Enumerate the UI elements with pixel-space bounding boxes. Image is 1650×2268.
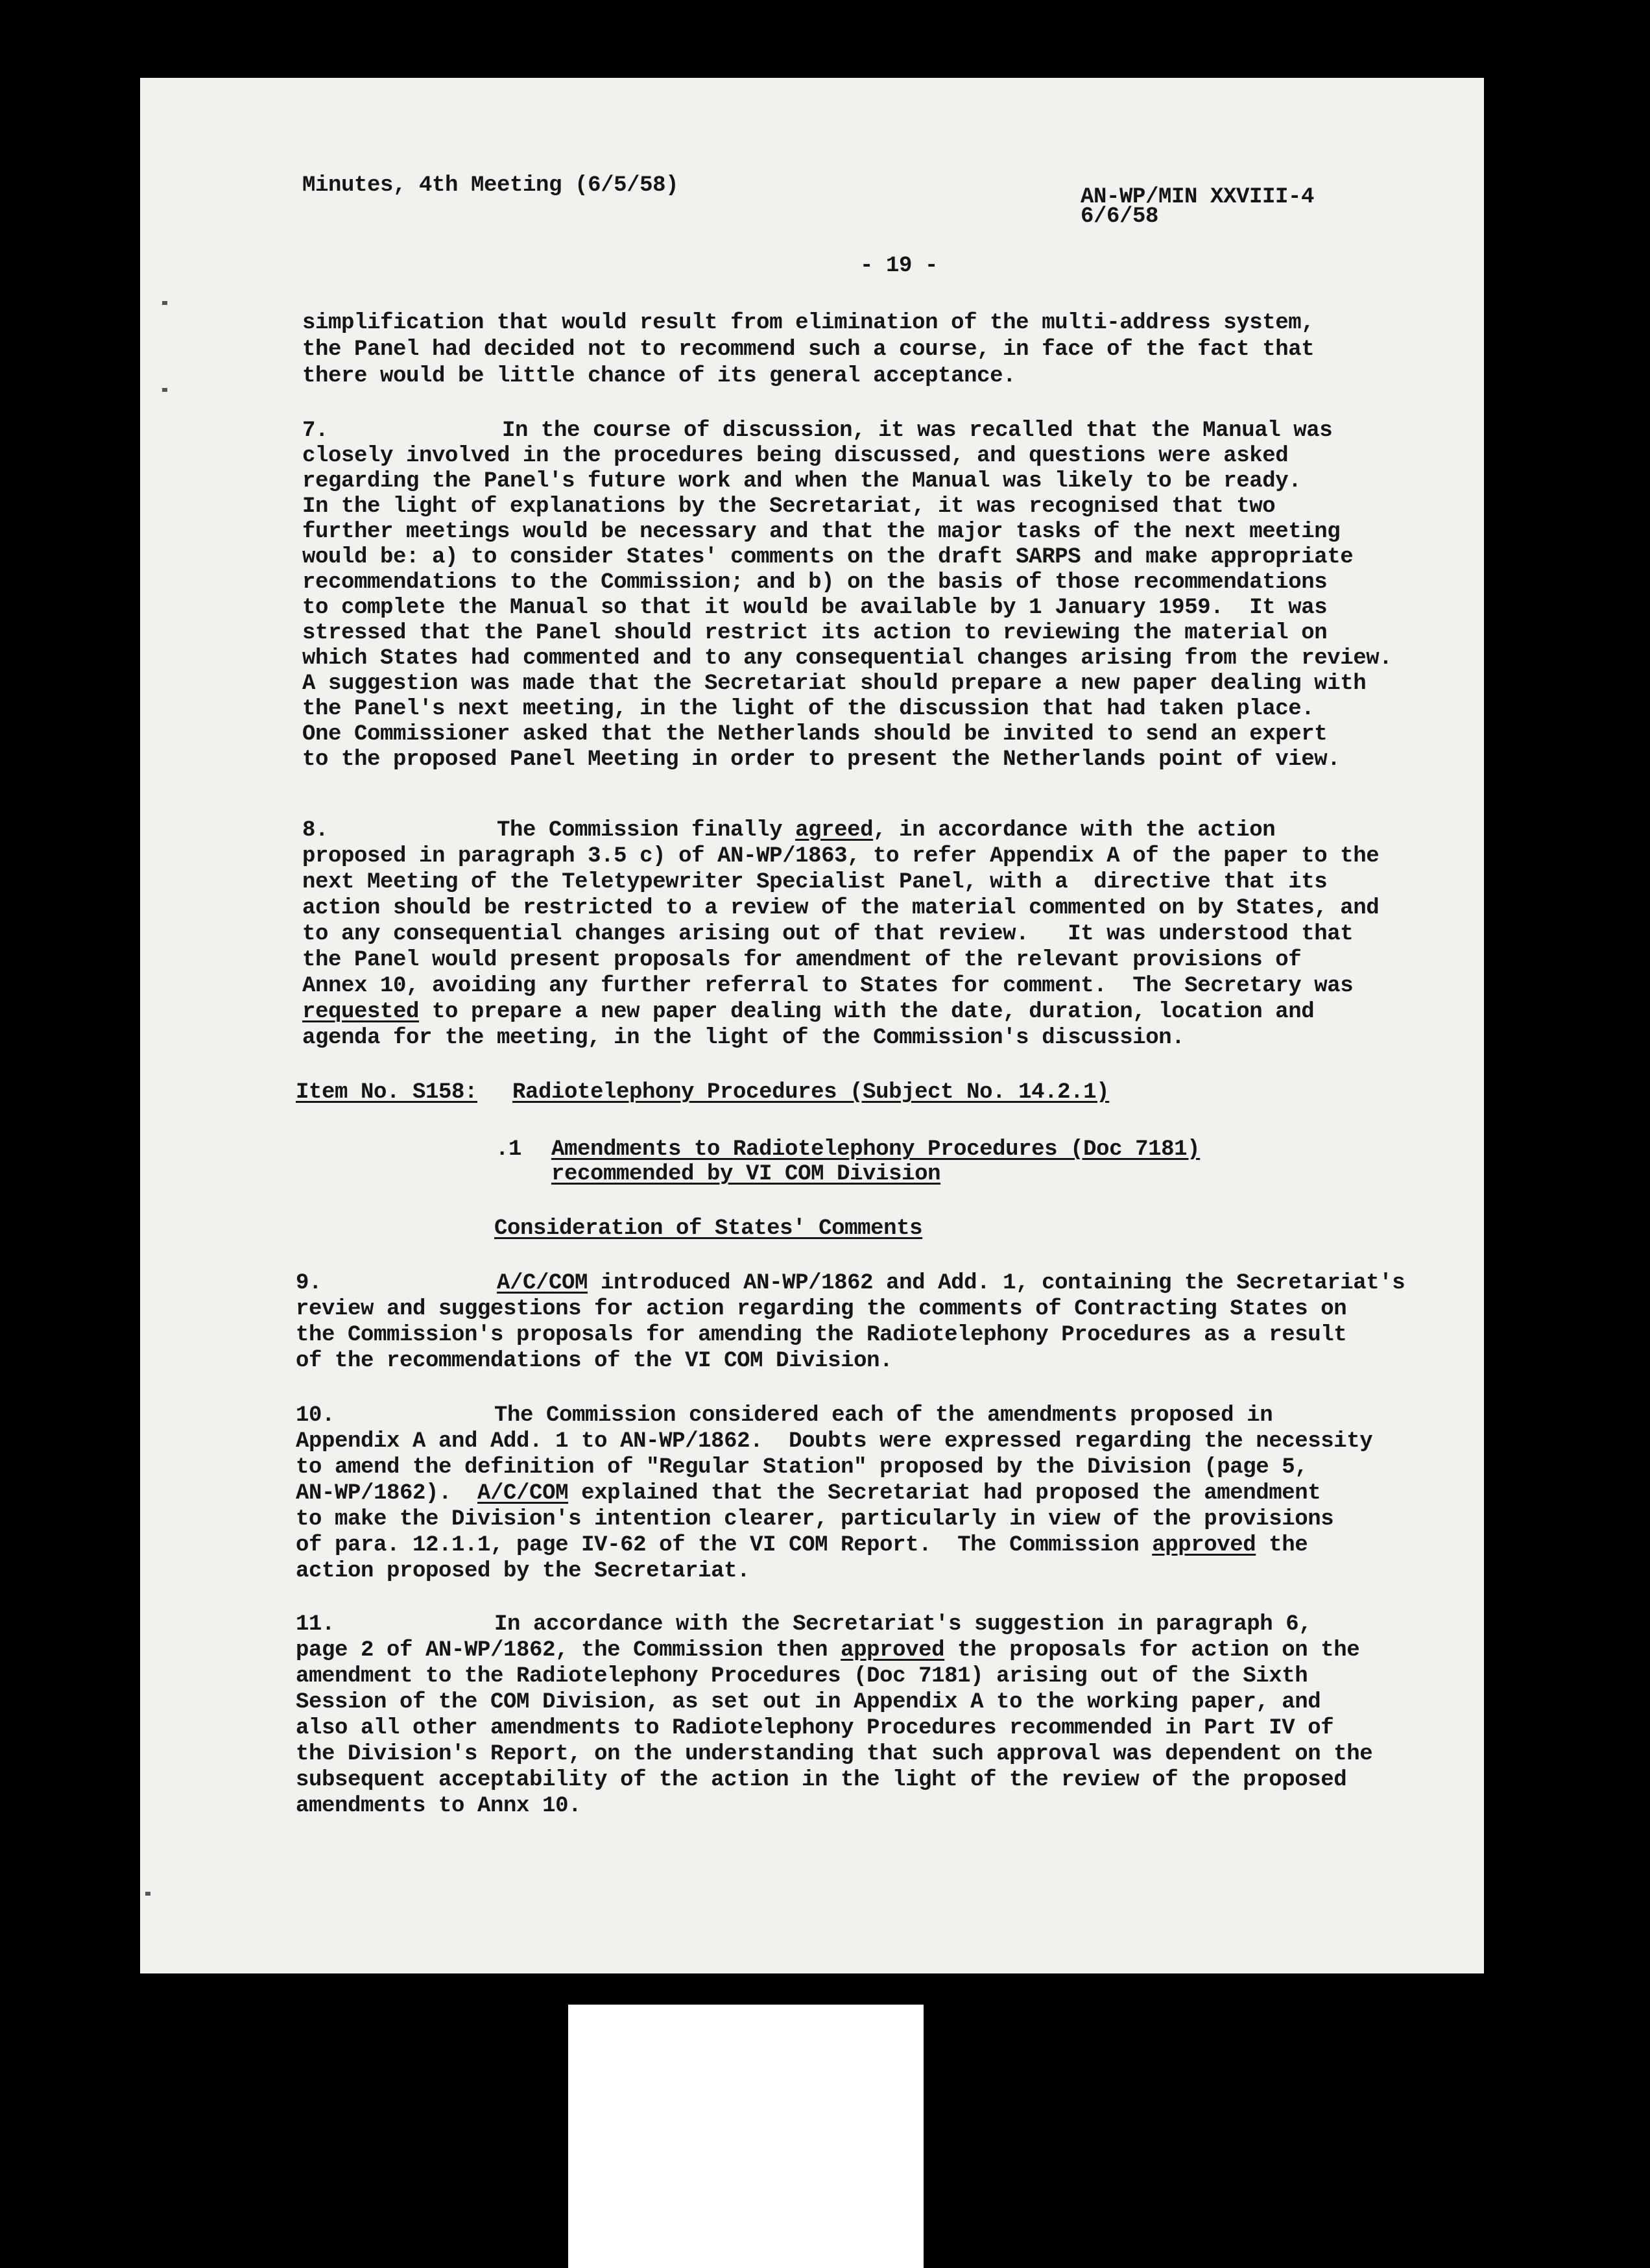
text-line: to the proposed Panel Meeting in order to present the Netherlands point of view. (302, 747, 1341, 772)
text-line: the Panel's next meeting, in the light of the discussion that had taken place. (302, 697, 1315, 721)
margin-mark (145, 1892, 150, 1896)
text-run: introduced AN-WP/1862 and Add. 1, containing the Secretariat's (588, 1271, 1405, 1296)
text-line: to amend the definition of "Regular Station" proposed by the Division (page 5, (296, 1455, 1308, 1480)
header-doc-ref: AN-WP/MIN XXVIII-4 (1081, 185, 1315, 210)
document-page (140, 78, 1484, 1973)
underlined-word: approved (841, 1638, 945, 1663)
text-line: amendment to the Radiotelephony Procedures (Doc 7181) arising out of the Sixth (296, 1664, 1308, 1689)
header-date: 6/6/58 (1081, 204, 1159, 229)
text-line: recommendations to the Commission; and b) on the basis of those recommendations (302, 570, 1328, 595)
text-run: explained that the Secretariat had proposed the amendment (568, 1481, 1321, 1506)
underlined-word: A/C/COM (477, 1481, 569, 1506)
text-line: regarding the Panel's future work and when the Manual was likely to be ready. (302, 469, 1302, 494)
text-line: the Division's Report, on the understanding that such approval was dependent on the (296, 1742, 1373, 1767)
text-line (296, 1637, 1359, 1664)
margin-mark (162, 388, 167, 392)
blank-card (568, 2005, 924, 2268)
text-line (296, 1532, 1308, 1559)
section-heading: Consideration of States' Comments (494, 1216, 923, 1241)
text-line: stressed that the Panel should restrict its action to reviewing the material on (302, 621, 1328, 645)
text-line (296, 1480, 1321, 1507)
para-number: 10. (296, 1403, 335, 1428)
text-line: proposed in paragraph 3.5 c) of AN-WP/1863, to refer Appendix A of the paper to the (302, 844, 1380, 869)
margin-mark (162, 301, 167, 305)
text-line: Appendix A and Add. 1 to AN-WP/1862. Doubts were expressed regarding the necessity (296, 1429, 1373, 1454)
text-run: the proposals for action on the (944, 1638, 1360, 1663)
text-run: , in accordance with the action (873, 818, 1276, 843)
underlined-word: agreed (795, 818, 874, 843)
text-line: subsequent acceptability of the action in the light of the review of the proposed (296, 1768, 1347, 1792)
text-line (497, 817, 1275, 844)
text-line: there would be little chance of its general acceptance. (302, 364, 1016, 389)
text-line: to complete the Manual so that it would be available by 1 January 1959. It was (302, 596, 1328, 620)
item-title: Radiotelephony Procedures (Subject No. 14.2.1) (512, 1080, 1110, 1105)
page-number: - 19 - (860, 254, 939, 278)
text-line: to any consequential changes arising out of that review. It was understood that (302, 922, 1354, 947)
underlined-word: requested (302, 1000, 420, 1024)
text-line: In the light of explanations by the Secretariat, it was recognised that two (302, 494, 1276, 519)
text-line: Session of the COM Division, as set out in Appendix A to the working paper, and (296, 1690, 1321, 1715)
para-number: 11. (296, 1612, 335, 1637)
text-line: which States had commented and to any consequential changes arising from the review. (302, 646, 1393, 671)
text-line: of the recommendations of the VI COM Division. (296, 1349, 893, 1373)
para-number: 9. (296, 1271, 322, 1296)
text-line: action should be restricted to a review of the material commented on by States, and (302, 896, 1380, 921)
text-line: agenda for the meeting, in the light of the Commission's discussion. (302, 1026, 1185, 1050)
text-line: action proposed by the Secretariat. (296, 1559, 750, 1584)
sub-item-number: .1 (496, 1137, 522, 1162)
header-left: Minutes, 4th Meeting (6/5/58) (302, 173, 679, 198)
text-line: further meetings would be necessary and that the major tasks of the next meeting (302, 520, 1341, 544)
text-line: also all other amendments to Radiotelephony Procedures recommended in Part IV of (296, 1716, 1334, 1741)
text-line: the Panel would present proposals for amendment of the relevant provisions of (302, 948, 1302, 972)
text-line: The Commission considered each of the amendments proposed in (494, 1403, 1273, 1428)
underlined-word: approved (1152, 1533, 1256, 1558)
text-run: The Commission finally (497, 818, 796, 843)
text-line (497, 1270, 1405, 1297)
text-line: closely involved in the procedures being discussed, and questions were asked (302, 444, 1289, 468)
para-number: 7. (302, 418, 329, 443)
text-line: to make the Division's intention clearer, particularly in view of the provisions (296, 1507, 1334, 1532)
underlined-word: A/C/COM (497, 1271, 588, 1296)
text-run: to prepare a new paper dealing with the date, duration, location and (419, 1000, 1315, 1024)
text-line: simplification that would result from elimination of the multi-address system, (302, 311, 1315, 335)
text-run: the (1256, 1533, 1308, 1558)
text-line: In accordance with the Secretariat's suggestion in paragraph 6, (494, 1612, 1312, 1637)
text-line: next Meeting of the Teletypewriter Specialist Panel, with a directive that its (302, 870, 1328, 895)
para-number: 8. (302, 818, 329, 843)
sub-item-title: recommended by VI COM Division (551, 1162, 941, 1187)
text-line: A suggestion was made that the Secretariat should prepare a new paper dealing with (302, 671, 1367, 696)
text-line: review and suggestions for action regarding the comments of Contracting States on (296, 1297, 1347, 1321)
text-line: Annex 10, avoiding any further referral to States for comment. The Secretary was (302, 974, 1354, 998)
text-line: the Panel had decided not to recommend such a course, in face of the fact that (302, 337, 1315, 362)
text-run: page 2 of AN-WP/1862, the Commission then (296, 1638, 841, 1663)
item-label: Item No. S158: (296, 1080, 478, 1105)
text-line: In the course of discussion, it was recalled that the Manual was (502, 418, 1333, 443)
sub-item-title: Amendments to Radiotelephony Procedures (Doc 7181) (551, 1137, 1201, 1162)
text-line: would be: a) to consider States' comments on the draft SARPS and make appropriate (302, 545, 1354, 570)
text-run: AN-WP/1862). (296, 1481, 478, 1506)
text-line: amendments to Annx 10. (296, 1794, 582, 1818)
text-line: One Commissioner asked that the Netherlands should be invited to send an expert (302, 722, 1328, 747)
text-run: of para. 12.1.1, page IV-62 of the VI COM Report. The Commission (296, 1533, 1153, 1558)
text-line (302, 999, 1314, 1026)
text-line: the Commission's proposals for amending the Radiotelephony Procedures as a result (296, 1323, 1347, 1347)
